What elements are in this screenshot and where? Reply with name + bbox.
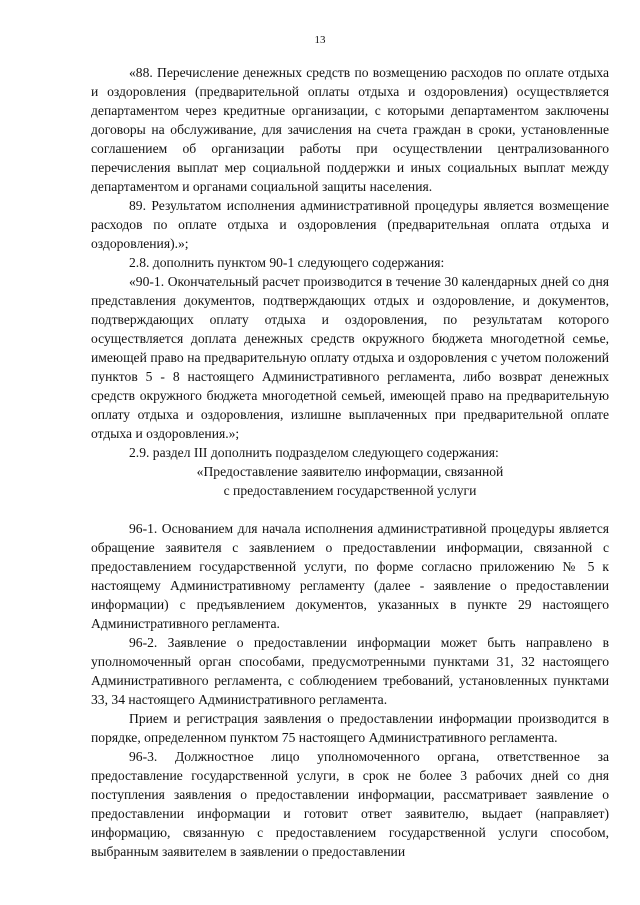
paragraph-88: «88. Перечисление денежных средств по возмещению расходов по оплате отдыха и оздоровления (предварительной оплаты отдыха и оздоровления) осуществляется департаментом через кредитные организации, с которыми департаментом заключены договоры на обслуживание, для зачисления на счета граждан в сроки, установленные соглашением об организации работы при осуществлении централизованного перечисления выплат мер социальной поддержки и иных социальных выплат между департаментом и органами социальной защиты населения. — [91, 65, 609, 194]
paragraph-reception: Прием и регистрация заявления о предоставлении информации производится в порядке, определенном пунктом 75 настоящего Административного регламента. — [91, 711, 609, 745]
document-body — [91, 63, 609, 861]
paragraph-96-1: 96-1. Основанием для начала исполнения административной процедуры является обращение заявителя с заявлением о предоставлении информации, связанной с предоставлением государственной услуги, по форме согласно приложению № 5 к настоящему Административному регламенту (далее - заявление о предоставлении информации) с предъявлением документов, указанных в пункте 29 настоящего Административного регламента. — [91, 521, 609, 631]
paragraph-90-1: «90-1. Окончательный расчет производится в течение 30 календарных дней со дня представления документов, подтверждающих отдых и оздоровление, и документов, подтверждающих оплату отдыха и оздоровления, по результатам которого осуществляется доплата денежных средств окружного бюджета многодетной семье, имеющей право на предварительную оплату отдыха и оздоровления с учетом положений пунктов 5 - 8 настоящего Административного регламента, либо возврат денежных средств окружного бюджета многодетной семьей, имеющей право на предварительную оплату отдыха и оздоровления, излишне выплаченных при предварительной оплате отдыха и оздоровления.»; — [91, 274, 609, 441]
page-number: 13 — [314, 34, 326, 46]
paragraph-2-9: 2.9. раздел III дополнить подразделом следующего содержания: — [129, 445, 499, 460]
paragraph-2-8: 2.8. дополнить пунктом 90-1 следующего содержания: — [129, 255, 445, 270]
paragraph-96-2: 96-2. Заявление о предоставлении информации может быть направлено в уполномоченный орган способами, предусмотренными пунктами 31, 32 настоящего Административного регламента, с соблюдением требований, установленных пунктами 33, 34 настоящего Административного регламента. — [91, 635, 609, 707]
spacer — [91, 500, 609, 519]
paragraph-89: 89. Результатом исполнения административной процедуры является возмещение расходов по оплате отдыха и оздоровления (предварительная оплата отдыха и оздоровления).»; — [91, 198, 609, 251]
subsection-title-line2: с предоставлением государственной услуги — [223, 483, 477, 498]
subsection-title-line1: «Предоставление заявителю информации, связанной — [196, 464, 504, 479]
paragraph-96-3: 96-3. Должностное лицо уполномоченного органа, ответственное за предоставление государственной услуги, в срок не более 3 рабочих дней со дня поступления заявления о предоставлении информации, рассматривает заявление о предоставлении информации и готовит ответ заявителю, выдает (направляет) информацию, связанную с предоставлением государственной услуги способом, выбранным заявителем в заявлении о предоставлении — [91, 749, 609, 859]
